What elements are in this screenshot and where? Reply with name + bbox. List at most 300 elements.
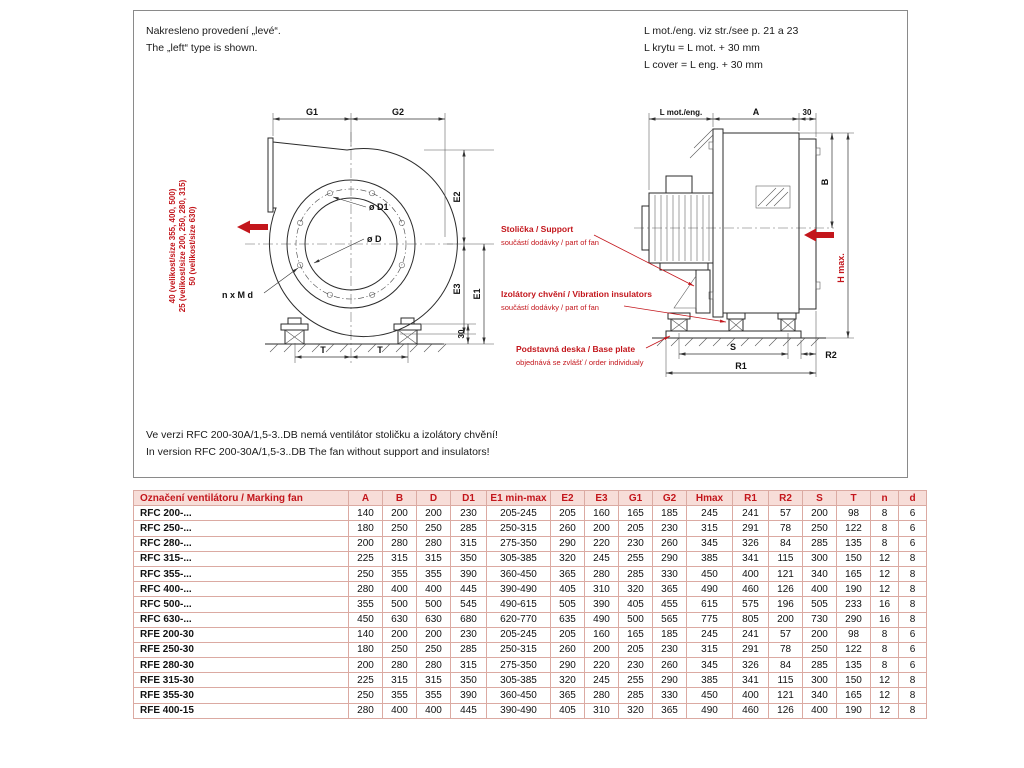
dimension-cell: 450: [687, 688, 733, 703]
dimension-cell: 450: [687, 566, 733, 581]
column-header: D1: [451, 491, 487, 506]
dimension-cell: 233: [837, 597, 871, 612]
dimension-cell: 122: [837, 521, 871, 536]
dimension-cell: 285: [451, 642, 487, 657]
dimension-cell: 8: [871, 658, 899, 673]
mounting-plate: [713, 129, 723, 317]
dimension-cell: 205: [551, 627, 585, 642]
dim-label-t-left: T: [320, 345, 326, 355]
table-row: [134, 627, 927, 642]
table-row: [134, 566, 927, 581]
dimension-cell: 160: [585, 506, 619, 521]
dimension-cell: 285: [619, 566, 653, 581]
dimension-cell: 250-315: [487, 521, 551, 536]
dimension-cell: 98: [837, 506, 871, 521]
dimension-cell: 8: [899, 582, 927, 597]
dimension-cell: 12: [871, 673, 899, 688]
dimension-cell: 260: [551, 642, 585, 657]
dimension-cell: 365: [653, 582, 687, 597]
dimension-cell: 300: [803, 673, 837, 688]
dimension-cell: 260: [653, 658, 687, 673]
dimension-cell: 140: [349, 627, 383, 642]
callout-title: Izolátory chvění / Vibration insulators: [501, 289, 652, 299]
dimension-cell: 255: [619, 673, 653, 688]
dimension-cell: 122: [837, 642, 871, 657]
dimension-cell: 255: [619, 551, 653, 566]
dimension-cell: 230: [653, 521, 687, 536]
dimension-cell: 400: [733, 566, 769, 581]
dimension-cell: 450: [349, 612, 383, 627]
dimension-cell: 345: [687, 536, 733, 551]
dimension-cell: 230: [619, 658, 653, 673]
dimension-cell: 340: [803, 566, 837, 581]
dimension-cell: 315: [451, 536, 487, 551]
dimension-bottom: [666, 311, 837, 377]
dimension-cell: 12: [871, 551, 899, 566]
dimension-cell: 230: [451, 627, 487, 642]
support-base: [265, 318, 446, 352]
dimension-cell: 355: [383, 688, 417, 703]
callout-sub: objednává se zvlášť / order individualy: [516, 358, 644, 367]
dimension-cell: 245: [687, 627, 733, 642]
dimension-cell: 126: [769, 703, 803, 718]
length-info: [644, 23, 798, 74]
dimension-cell: 230: [619, 536, 653, 551]
dimension-cell: 315: [417, 551, 451, 566]
dimension-cell: 135: [837, 658, 871, 673]
dimension-cell: 200: [383, 506, 417, 521]
dimension-cell: 490: [585, 612, 619, 627]
info-line: L mot./eng. viz str./see p. 21 a 23: [644, 25, 799, 37]
dimension-cell: 250: [803, 521, 837, 536]
fan-model-cell: RFC 630-...: [134, 612, 349, 627]
dimension-cell: 126: [769, 582, 803, 597]
column-header: R2: [769, 491, 803, 506]
dimension-t: [295, 343, 408, 363]
dimension-cell: 500: [383, 597, 417, 612]
table-row: [134, 658, 927, 673]
dimension-cell: 385: [687, 673, 733, 688]
fan-model-cell: RFC 500-...: [134, 597, 349, 612]
dimension-cell: 6: [899, 521, 927, 536]
column-header: d: [899, 491, 927, 506]
dimension-cell: 350: [451, 551, 487, 566]
dimension-cell: 8: [899, 566, 927, 581]
dimension-cell: 8: [899, 673, 927, 688]
dim-label-30: 30: [457, 329, 466, 339]
dimension-cell: 400: [417, 582, 451, 597]
callout-support: [501, 224, 694, 286]
column-header: T: [837, 491, 871, 506]
table-row: [134, 521, 927, 536]
dimension-cell: 12: [871, 703, 899, 718]
callout-sub: součástí dodávky / part of fan: [501, 238, 599, 247]
dimension-cell: 245: [687, 506, 733, 521]
fan-model-cell: RFC 200-...: [134, 506, 349, 521]
dimension-cell: 6: [899, 658, 927, 673]
fan-model-cell: RFC 315-...: [134, 551, 349, 566]
dimension-cell: 290: [653, 551, 687, 566]
dimension-cell: 160: [585, 627, 619, 642]
dimension-cell: 8: [871, 642, 899, 657]
motor-foot: [660, 263, 708, 270]
dimensions-table: [133, 490, 927, 719]
dimension-cell: 8: [899, 597, 927, 612]
table-row: [134, 597, 927, 612]
dimension-cell: 490-615: [487, 597, 551, 612]
dimension-cell: 225: [349, 551, 383, 566]
dimension-cell: 200: [417, 627, 451, 642]
dim-label-g1: G1: [305, 107, 319, 117]
dimension-cell: 250: [417, 521, 451, 536]
support-bracket: [674, 270, 710, 313]
dimension-cell: 12: [871, 688, 899, 703]
dimension-cell: 355: [417, 566, 451, 581]
dimension-cell: 490: [687, 582, 733, 597]
dimension-cell: 150: [837, 673, 871, 688]
dimension-cell: 285: [803, 536, 837, 551]
info-line: L cover = L eng. + 30 mm: [644, 59, 763, 71]
dimension-cell: 280: [349, 582, 383, 597]
dimension-cell: 250: [417, 642, 451, 657]
casing: [723, 133, 799, 313]
dimension-cell: 185: [653, 506, 687, 521]
dimension-cell: 445: [451, 582, 487, 597]
dimension-cell: 280: [349, 703, 383, 718]
info-line: L krytu = L mot. + 30 mm: [644, 42, 760, 54]
dimension-cell: 385: [687, 551, 733, 566]
dimension-cell: 500: [417, 597, 451, 612]
airflow-arrow: [804, 229, 834, 242]
dimension-cell: 285: [803, 658, 837, 673]
fan-model-cell: RFC 400-...: [134, 582, 349, 597]
inlet-cover: [799, 139, 816, 309]
fan-model-cell: RFC 250-...: [134, 521, 349, 536]
dimension-cell: 200: [585, 642, 619, 657]
dimension-cell: 365: [551, 566, 585, 581]
fan-model-cell: RFE 315-30: [134, 673, 349, 688]
dimension-cell: 365: [653, 703, 687, 718]
dimension-cell: 805: [733, 612, 769, 627]
dimension-cell: 730: [803, 612, 837, 627]
dimension-cell: 390-490: [487, 582, 551, 597]
dimension-cell: 290: [653, 673, 687, 688]
column-header: D: [417, 491, 451, 506]
dimension-cell: 320: [551, 551, 585, 566]
callout-title: Stolička / Support: [501, 224, 574, 234]
dimension-cell: 12: [871, 582, 899, 597]
dimension-cell: 635: [551, 612, 585, 627]
dim-label-s: S: [729, 342, 737, 352]
dimension-cell: 180: [349, 642, 383, 657]
callout-title: Podstavná deska / Base plate: [516, 344, 636, 354]
dimension-cell: 241: [733, 627, 769, 642]
dimension-cell: 400: [417, 703, 451, 718]
table-row: [134, 551, 927, 566]
column-header: S: [803, 491, 837, 506]
dimension-cell: 326: [733, 658, 769, 673]
dimension-cell: 320: [551, 673, 585, 688]
base-plate: [666, 331, 801, 338]
ground-hatch: [270, 344, 446, 352]
column-header: B: [383, 491, 417, 506]
base-assembly: [652, 313, 826, 346]
dimension-cell: 315: [383, 551, 417, 566]
dimension-cell: 250: [383, 521, 417, 536]
dimension-cell: 8: [871, 627, 899, 642]
column-header: A: [349, 491, 383, 506]
dimension-cell: 291: [733, 642, 769, 657]
dimension-cell: 200: [349, 536, 383, 551]
dim-label-b: B: [820, 178, 830, 186]
table-row: [134, 506, 927, 521]
dimension-cell: 315: [383, 673, 417, 688]
dimension-cell: 355: [417, 688, 451, 703]
ground-hatch: [657, 338, 819, 346]
dimension-cell: 57: [769, 627, 803, 642]
dimension-cell: 135: [837, 536, 871, 551]
dimension-cell: 165: [619, 627, 653, 642]
dimension-cell: 300: [803, 551, 837, 566]
dimension-cell: 16: [871, 612, 899, 627]
dimension-cell: 390: [451, 566, 487, 581]
dim-label-t-right: T: [377, 345, 383, 355]
note-line: Ve verzi RFC 200-30A/1,5-3..DB nemá ventilátor stoličku a izolátory chvění!: [146, 429, 498, 441]
dimension-g1-g2: [273, 107, 445, 237]
dimension-cell: 680: [451, 612, 487, 627]
dimension-cell: 200: [417, 506, 451, 521]
dimension-cell: 6: [899, 642, 927, 657]
column-header: E2: [551, 491, 585, 506]
dimension-cell: 341: [733, 673, 769, 688]
dimension-cell: 315: [451, 658, 487, 673]
dimension-cell: 220: [585, 536, 619, 551]
dimension-cell: 400: [803, 582, 837, 597]
dimension-cell: 405: [551, 703, 585, 718]
table-header-row: [134, 491, 927, 506]
dimension-cell: 8: [899, 703, 927, 718]
dimension-cell: 200: [803, 627, 837, 642]
table-row: [134, 612, 927, 627]
dimension-cell: 315: [687, 642, 733, 657]
dimension-cell: 280: [585, 566, 619, 581]
dimension-cell: 330: [653, 688, 687, 703]
dimension-cell: 310: [585, 703, 619, 718]
dimension-cell: 280: [585, 688, 619, 703]
dimension-cell: 84: [769, 658, 803, 673]
dimension-cell: 400: [383, 582, 417, 597]
dimension-cell: 6: [899, 536, 927, 551]
note-line: The „left“ type is shown.: [146, 42, 258, 54]
column-header: R1: [733, 491, 769, 506]
dimension-cell: 57: [769, 506, 803, 521]
dimension-cell: 98: [837, 627, 871, 642]
dimension-cell: 241: [733, 506, 769, 521]
dimension-cell: 775: [687, 612, 733, 627]
dimension-cell: 260: [551, 521, 585, 536]
table-row: [134, 673, 927, 688]
dimension-cell: 275-350: [487, 658, 551, 673]
dimension-cell: 341: [733, 551, 769, 566]
dimension-cell: 280: [417, 658, 451, 673]
dimension-cell: 78: [769, 521, 803, 536]
fan-model-cell: RFE 200-30: [134, 627, 349, 642]
dimension-cell: 315: [417, 673, 451, 688]
dimension-cell: 250: [383, 642, 417, 657]
callout-sub: součástí dodávky / part of fan: [501, 303, 599, 312]
table-row: [134, 642, 927, 657]
dimension-cell: 285: [619, 688, 653, 703]
dimension-cell: 180: [349, 521, 383, 536]
dimension-cell: 250: [349, 688, 383, 703]
dimension-cell: 230: [451, 506, 487, 521]
dimension-cell: 290: [551, 658, 585, 673]
dimension-cell: 345: [687, 658, 733, 673]
dimension-cell: 400: [383, 703, 417, 718]
dimension-cell: 320: [619, 703, 653, 718]
dim-label-r2: R2: [825, 350, 837, 360]
dimension-cell: 190: [837, 703, 871, 718]
dimension-cell: 460: [733, 703, 769, 718]
dimension-cell: 250-315: [487, 642, 551, 657]
dimension-cell: 360-450: [487, 688, 551, 703]
fan-side-drawing: [494, 96, 906, 411]
dimension-cell: 400: [733, 688, 769, 703]
dimension-cell: 200: [349, 658, 383, 673]
column-header: G2: [653, 491, 687, 506]
dim-label-a: A: [752, 107, 760, 117]
dimension-cell: 8: [871, 506, 899, 521]
dimension-cell: 6: [899, 506, 927, 521]
callout-insulators: [501, 289, 726, 322]
dimension-cell: 630: [383, 612, 417, 627]
fan-front-drawing: [142, 96, 512, 408]
dimension-cell: 260: [653, 536, 687, 551]
dimension-cell: 220: [585, 658, 619, 673]
fan-model-cell: RFC 280-...: [134, 536, 349, 551]
dimension-cell: 190: [837, 582, 871, 597]
dimension-cell: 200: [383, 627, 417, 642]
motor: [642, 176, 713, 270]
insulator-height-note: 25 (velikost/size 200, 250, 280, 315): [178, 179, 187, 313]
dimension-cell: 16: [871, 597, 899, 612]
table-row: [134, 582, 927, 597]
dimension-cell: 620-770: [487, 612, 551, 627]
dimension-cell: 6: [899, 627, 927, 642]
dimension-cell: 280: [383, 658, 417, 673]
dimension-cell: 615: [687, 597, 733, 612]
dimension-top: [649, 107, 816, 190]
dimension-cell: 121: [769, 566, 803, 581]
dimension-cell: 285: [451, 521, 487, 536]
dimension-cell: 350: [451, 673, 487, 688]
dimension-cell: 12: [871, 566, 899, 581]
column-header: Hmax: [687, 491, 733, 506]
bolt-callout: [222, 268, 298, 300]
fan-model-cell: RFE 400-15: [134, 703, 349, 718]
dimension-cell: 245: [585, 673, 619, 688]
dimension-cell: 330: [653, 566, 687, 581]
dimension-cell: 405: [551, 582, 585, 597]
dimension-cell: 291: [733, 521, 769, 536]
dimension-cell: 230: [653, 642, 687, 657]
column-header: G1: [619, 491, 653, 506]
dimension-cell: 355: [349, 597, 383, 612]
callout-baseplate: [516, 336, 670, 367]
dimension-cell: 275-350: [487, 536, 551, 551]
dimension-cell: 630: [417, 612, 451, 627]
drawing-panel: [133, 10, 908, 478]
dimension-cell: 320: [619, 582, 653, 597]
dim-label-e3: E3: [452, 283, 462, 295]
dimension-cell: 575: [733, 597, 769, 612]
dim-label-nxmd: n x M d: [222, 290, 253, 300]
dimension-cell: 8: [899, 551, 927, 566]
note-line: In version RFC 200-30A/1,5-3..DB The fan without support and insulators!: [146, 446, 490, 458]
dimension-cell: 490: [687, 703, 733, 718]
dimension-cell: 455: [653, 597, 687, 612]
dimension-cell: 310: [585, 582, 619, 597]
airflow-arrow: [237, 221, 268, 234]
insulator-height-note: 50 (velikost/size 630): [188, 206, 197, 286]
dimension-cell: 405: [619, 597, 653, 612]
dimension-cell: 84: [769, 536, 803, 551]
insulator-height-note: 40 (velikost/size 355, 400, 500): [168, 188, 177, 304]
dimension-cell: 460: [733, 582, 769, 597]
dimension-cell: 355: [383, 566, 417, 581]
dim-label-g2: G2: [391, 107, 405, 117]
dimension-cell: 305-385: [487, 673, 551, 688]
column-header: E3: [585, 491, 619, 506]
dimension-cell: 205-245: [487, 506, 551, 521]
dimension-cell: 505: [803, 597, 837, 612]
dimension-cell: 315: [687, 521, 733, 536]
dimension-cell: 365: [551, 688, 585, 703]
dimension-cell: 200: [769, 612, 803, 627]
dimension-cell: 280: [383, 536, 417, 551]
insulator-height-notes: [168, 179, 197, 312]
dimension-cell: 500: [619, 612, 653, 627]
dimension-cell: 225: [349, 673, 383, 688]
dim-label-d1: ø D1: [369, 202, 389, 212]
dim-label-e2: E2: [452, 191, 462, 203]
dim-label-r1: R1: [735, 361, 747, 371]
terminal-box: [666, 176, 692, 193]
dimension-cell: 326: [733, 536, 769, 551]
dim-label-30: 30: [802, 108, 812, 117]
dimension-cell: 390: [585, 597, 619, 612]
dimension-cell: 78: [769, 642, 803, 657]
dim-label-e1: E1: [472, 288, 482, 300]
dimension-cell: 305-385: [487, 551, 551, 566]
fan-model-cell: RFE 280-30: [134, 658, 349, 673]
dimension-cell: 185: [653, 627, 687, 642]
dimension-e: [400, 150, 494, 344]
note-line: Nakresleno provedení „levé“.: [146, 25, 281, 37]
dimension-cell: 165: [837, 688, 871, 703]
dimension-cell: 290: [837, 612, 871, 627]
column-header: n: [871, 491, 899, 506]
table-row: [134, 703, 927, 718]
dim-label-lmot: L mot./eng.: [659, 108, 703, 117]
dimension-cell: 250: [349, 566, 383, 581]
dimension-cell: 165: [837, 566, 871, 581]
dimension-cell: 205: [551, 506, 585, 521]
dimension-cell: 565: [653, 612, 687, 627]
dimension-cell: 140: [349, 506, 383, 521]
dimension-cell: 205-245: [487, 627, 551, 642]
dimension-cell: 150: [837, 551, 871, 566]
